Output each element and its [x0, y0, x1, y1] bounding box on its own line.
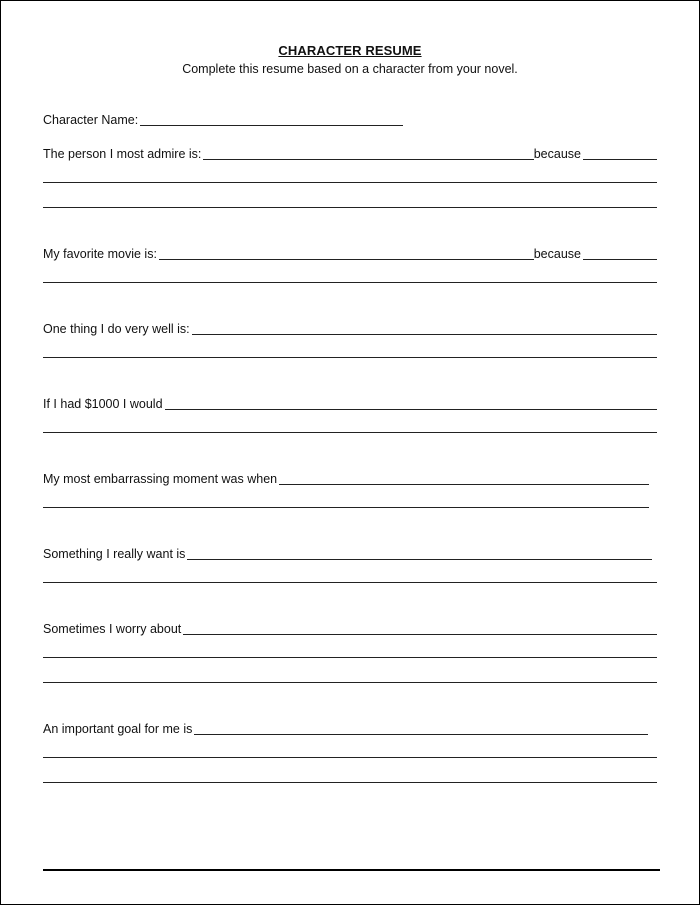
do-well-label: One thing I do very well is: [43, 322, 190, 336]
movie-row [43, 245, 657, 261]
worry-blank[interactable] [183, 634, 657, 635]
thousand-label: If I had $1000 I would [43, 397, 163, 411]
want-row [43, 545, 652, 561]
admire-label: The person I most admire is: [43, 147, 202, 161]
goal-blank[interactable] [194, 734, 648, 735]
goal-answer-line-1[interactable] [43, 757, 657, 758]
worry-row [43, 620, 657, 636]
movie-because-label: because [533, 247, 581, 261]
want-blank[interactable] [187, 559, 652, 560]
thousand-row [43, 395, 657, 411]
thousand-answer-line-1[interactable] [43, 432, 657, 433]
goal-answer-line-2[interactable] [43, 782, 657, 783]
do-well-answer-line-1[interactable] [43, 357, 657, 358]
goal-label: An important goal for me is [43, 722, 193, 736]
movie-because-blank[interactable] [583, 259, 657, 260]
admire-because-blank[interactable] [583, 159, 657, 160]
do-well-row [43, 320, 657, 336]
thousand-blank[interactable] [165, 409, 657, 410]
worry-answer-line-2[interactable] [43, 682, 657, 683]
admire-blank[interactable] [203, 159, 533, 160]
character-name-blank[interactable] [140, 125, 403, 126]
footer-rule [43, 869, 660, 871]
worry-label: Sometimes I worry about [43, 622, 182, 636]
movie-label: My favorite movie is: [43, 247, 157, 261]
do-well-blank[interactable] [192, 334, 657, 335]
embarrassing-blank[interactable] [279, 484, 649, 485]
embarrassing-answer-line-1[interactable] [43, 507, 649, 508]
admire-row [43, 145, 657, 161]
page-title: CHARACTER RESUME [278, 43, 422, 58]
worry-answer-line-1[interactable] [43, 657, 657, 658]
admire-answer-line-2[interactable] [43, 207, 657, 208]
character-name-row [43, 111, 403, 127]
character-name-label: Character Name: [43, 113, 139, 127]
embarrassing-label: My most embarrassing moment was when [43, 472, 278, 486]
want-answer-line-1[interactable] [43, 582, 657, 583]
want-label: Something I really want is [43, 547, 186, 561]
admire-answer-line-1[interactable] [43, 182, 657, 183]
page-subtitle: Complete this resume based on a character from your novel. [182, 62, 518, 76]
movie-answer-line-1[interactable] [43, 282, 657, 283]
embarrassing-row [43, 470, 649, 486]
goal-row [43, 720, 648, 736]
admire-because-label: because [533, 147, 581, 161]
movie-blank[interactable] [159, 259, 534, 260]
